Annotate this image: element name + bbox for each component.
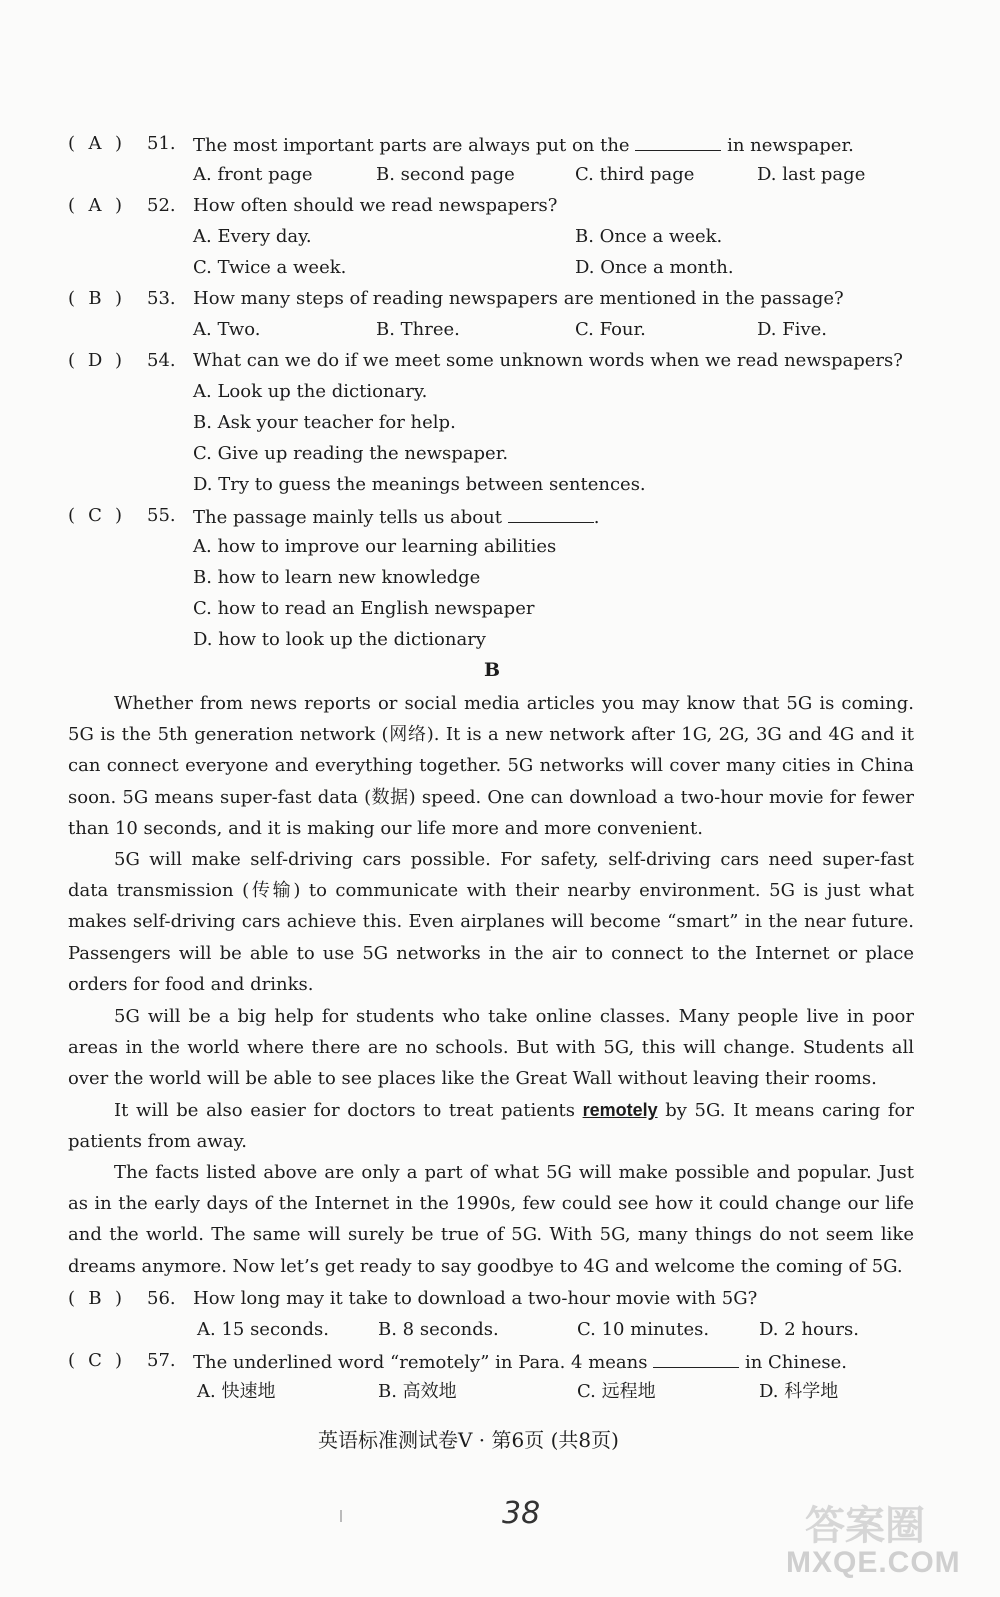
question-stem-56: How long may it take to download a two-hour movie with 5G? bbox=[193, 1288, 758, 1309]
underlined-word: remotely bbox=[582, 1100, 658, 1120]
option-53-d: D. Five. bbox=[757, 319, 828, 340]
scan-mark bbox=[340, 1510, 342, 1522]
option-55-d: D. how to look up the dictionary bbox=[193, 629, 486, 650]
passage-paragraph-1: Whether from news reports or social media articles you may know that 5G is coming. 5G is the 5th generation network (网络). It is a new network after 1G, 2G, 3G and 4G and it can connect everyone and everything together. 5G networks will cover many cities in China soon. 5G means super-fast data (数据) speed. One can download a two-hour movie for fewer than 10 seconds, and it is making our life more and more convenient. bbox=[68, 693, 914, 839]
answer-56: B bbox=[88, 1288, 102, 1309]
handwritten-page-number: 38 bbox=[502, 1496, 541, 1531]
question-number-53: 53. bbox=[147, 288, 176, 309]
option-52-a: A. Every day. bbox=[193, 226, 312, 247]
question-number-55: 55. bbox=[147, 505, 176, 526]
option-53-b: B. Three. bbox=[376, 319, 460, 340]
option-55-c: C. how to read an English newspaper bbox=[193, 598, 535, 619]
option-55-a: A. how to improve our learning abilities bbox=[193, 536, 557, 557]
option-56-d: D. 2 hours. bbox=[759, 1319, 859, 1340]
answer-57: C bbox=[88, 1350, 102, 1371]
page-footer: 英语标准测试卷Ⅴ · 第6页 (共8页) bbox=[318, 1428, 619, 1452]
option-56-a: A. 15 seconds. bbox=[197, 1319, 329, 1340]
option-51-c: C. third page bbox=[575, 164, 695, 185]
option-54-d: D. Try to guess the meanings between sentences. bbox=[193, 474, 646, 495]
option-55-b: B. how to learn new knowledge bbox=[193, 567, 481, 588]
question-stem-53: How many steps of reading newspapers are mentioned in the passage? bbox=[193, 288, 844, 309]
answer-bracket-54: ( D ) bbox=[68, 350, 123, 371]
blank-57 bbox=[653, 1349, 739, 1368]
answer-bracket-53: ( B ) bbox=[68, 288, 123, 309]
passage-paragraph-4: It will be also easier for doctors to treat patients remotely by 5G. It means caring for patients from away. bbox=[68, 1100, 914, 1153]
option-54-b: B. Ask your teacher for help. bbox=[193, 412, 456, 433]
question-number-51: 51. bbox=[147, 133, 176, 154]
option-53-c: C. Four. bbox=[575, 319, 646, 340]
question-stem-55: The passage mainly tells us about . bbox=[193, 504, 599, 530]
option-52-b: B. Once a week. bbox=[575, 226, 723, 247]
watermark-logo: 答案圈 bbox=[805, 1503, 925, 1549]
question-stem-54: What can we do if we meet some unknown words when we read newspapers? bbox=[193, 350, 903, 371]
watermark-text: MXQE.COM bbox=[786, 1546, 961, 1579]
option-57-a: A. 快速地 bbox=[197, 1381, 276, 1402]
answer-55: C bbox=[88, 505, 102, 526]
option-51-a: A. front page bbox=[193, 164, 313, 185]
answer-bracket-55: ( C ) bbox=[68, 505, 123, 526]
answer-bracket-57: ( C ) bbox=[68, 1350, 123, 1371]
option-57-b: B. 高效地 bbox=[378, 1381, 457, 1402]
question-number-54: 54. bbox=[147, 350, 176, 371]
answer-53: B bbox=[88, 288, 102, 309]
option-57-c: C. 远程地 bbox=[577, 1381, 656, 1402]
section-heading: B bbox=[484, 659, 501, 681]
question-stem-52: How often should we read newspapers? bbox=[193, 195, 558, 216]
question-stem-51: The most important parts are always put on the in newspaper. bbox=[193, 132, 854, 158]
passage-paragraph-3: 5G will be a big help for students who take online classes. Many people live in poor areas in the world where there are no schools. But with 5G, this will change. Students all over the world will be able to see places like the Great Wall without leaving their rooms. bbox=[68, 1006, 914, 1090]
option-54-c: C. Give up reading the newspaper. bbox=[193, 443, 509, 464]
option-53-a: A. Two. bbox=[193, 319, 261, 340]
question-number-56: 56. bbox=[147, 1288, 176, 1309]
option-52-c: C. Twice a week. bbox=[193, 257, 347, 278]
answer-bracket-56: ( B ) bbox=[68, 1288, 123, 1309]
option-52-d: D. Once a month. bbox=[575, 257, 734, 278]
question-stem-57: The underlined word “remotely” in Para. 4 means in Chinese. bbox=[193, 1349, 847, 1375]
blank-51 bbox=[635, 132, 721, 151]
passage-paragraph-2: 5G will make self-driving cars possible. For safety, self-driving cars need super-fast data transmission (传输) to communicate with their nearby environment. 5G is just what makes self-driving cars achieve this. Even airplanes will become “smart” in the near future. Passengers will be able to use 5G networks in the air to connect to the Internet or place orders for food and drinks. bbox=[68, 849, 914, 995]
answer-54: D bbox=[87, 350, 103, 371]
blank-55 bbox=[508, 504, 594, 523]
answer-52: A bbox=[88, 195, 102, 216]
answer-51: A bbox=[88, 133, 102, 154]
option-51-b: B. second page bbox=[376, 164, 515, 185]
answer-bracket-52: ( A ) bbox=[68, 195, 123, 216]
option-56-c: C. 10 minutes. bbox=[577, 1319, 710, 1340]
question-number-52: 52. bbox=[147, 195, 176, 216]
option-56-b: B. 8 seconds. bbox=[378, 1319, 499, 1340]
option-57-d: D. 科学地 bbox=[759, 1381, 839, 1402]
answer-bracket-51: ( A ) bbox=[68, 133, 123, 154]
passage-paragraph-5: The facts listed above are only a part of what 5G will make possible and popular. Just as in the early days of the Internet in the 1990s, few could see how it could change our life and the world. The same will surely be true of 5G. With 5G, many things do not seem like dreams anymore. Now let’s get ready to say goodbye to 4G and welcome the coming of 5G. bbox=[68, 1162, 914, 1277]
option-51-d: D. last page bbox=[757, 164, 866, 185]
question-number-57: 57. bbox=[147, 1350, 176, 1371]
option-54-a: A. Look up the dictionary. bbox=[193, 381, 428, 402]
